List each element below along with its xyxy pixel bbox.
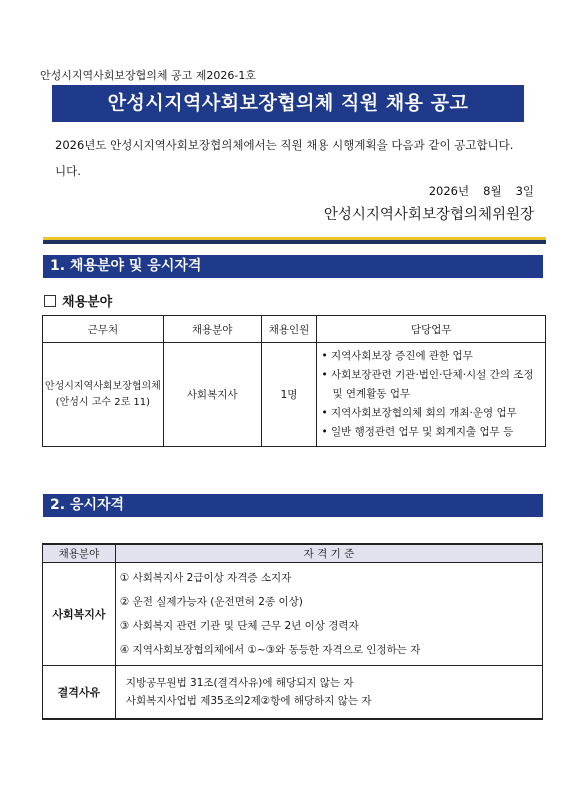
- section1-heading: 1. 채용분야 및 응시자격: [43, 255, 543, 278]
- header-workplace: 근무처: [43, 316, 164, 343]
- duty-item: • 지역사회보장협의체 회의 개최·운영 업무: [321, 407, 517, 419]
- criteria-item: ③ 사회복지 관련 기관 및 단체 근무 2년 이상 경력자: [119, 620, 359, 632]
- cell-count: 1명: [261, 343, 317, 447]
- header-category: 채용분야: [43, 544, 116, 563]
- duty-item: • 일반 행정관련 업무 및 회계지출 업무 등: [321, 426, 514, 438]
- cell-category: 사회복지사: [43, 563, 116, 666]
- intro-text: 2026년도 안성시지역사회보장협의체에서는 직원 채용 시행계획을 다음과 같이 공고합니다.: [55, 138, 514, 152]
- table-row: [43, 343, 546, 447]
- cell-workplace: [43, 343, 164, 447]
- table-header-row: [43, 316, 546, 343]
- section2-heading: 2. 응시자격: [43, 494, 543, 517]
- qualification-table: [42, 543, 543, 720]
- date-year: 2026년: [428, 184, 470, 198]
- cell-field: 사회복지사: [163, 343, 261, 447]
- document-title: 안성시지역사회보장협의체 직원 채용 공고: [52, 85, 524, 122]
- date-month: 8월: [483, 184, 502, 198]
- table-row: [43, 563, 543, 666]
- disqualification-item: 사회복지사업법 제35조의2제②항에 해당하지 않는 자: [125, 695, 372, 707]
- criteria-item: ① 사회복지사 2급이상 자격증 소지자: [119, 572, 292, 584]
- header-count: 채용인원: [261, 316, 317, 343]
- header-criteria: 자 격 기 준: [115, 544, 542, 563]
- date-day: 3일: [515, 184, 534, 198]
- issue-date: [415, 183, 534, 199]
- table-header-row: [43, 544, 543, 563]
- header-duties: 담당업무: [317, 316, 546, 343]
- criteria-item: ④ 지역사회보장협의체에서 ①~③와 동등한 자격으로 인정하는 자: [119, 644, 421, 656]
- duty-item: • 지역사회보장 증진에 관한 업무: [321, 350, 473, 362]
- intro-paragraph: [55, 132, 535, 184]
- cell-category: 결격사유: [43, 666, 116, 720]
- section1-subheading: [44, 291, 112, 310]
- intro-tail: 니다.: [55, 164, 81, 178]
- workplace-address: (안성시 고수 2로 11): [55, 396, 151, 408]
- table-row: [43, 666, 543, 720]
- duty-item: • 사회보장관련 기관·법인·단체·시설 간의 조정 및 연계활동 업무: [321, 369, 534, 400]
- checkbox-square-icon: [44, 295, 56, 307]
- disqualification-item: 지방공무원법 31조(결격사유)에 해당되지 않는 자: [125, 677, 354, 689]
- criteria-item: ② 운전 실제가능자 (운전면허 2종 이상): [119, 596, 303, 608]
- header-field: 채용분야: [163, 316, 261, 343]
- cell-disqualification: [115, 666, 542, 720]
- document-number: 안성시지역사회보장협의체 공고 제2026-1호: [40, 69, 256, 82]
- divider-rule: [43, 237, 546, 244]
- workplace-name: 안성시지역사회보장협의체: [44, 380, 161, 392]
- signer: 안성시지역사회보장협의체위원장: [323, 207, 534, 223]
- cell-duties: [317, 343, 546, 447]
- cell-criteria: [115, 563, 542, 666]
- subheading-text: 채용분야: [62, 295, 113, 310]
- recruitment-table: [42, 315, 546, 447]
